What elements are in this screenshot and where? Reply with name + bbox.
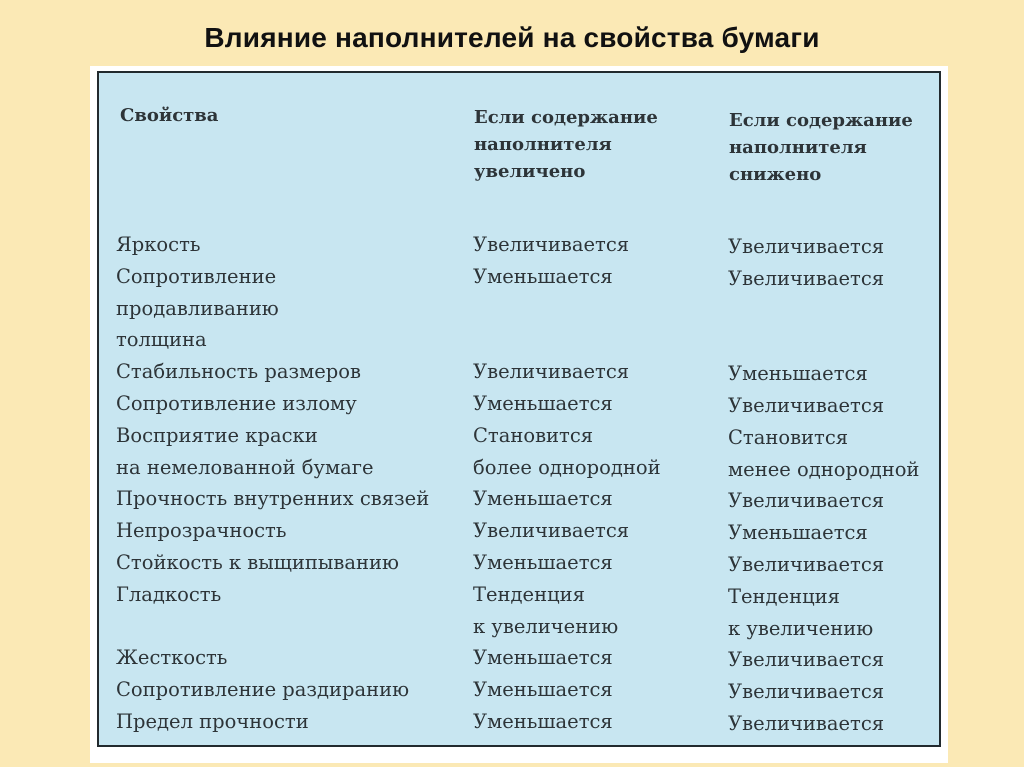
property-cell: Сопротивление излому [116,392,357,415]
property-cell: толщина [116,328,207,352]
decreased-effect-cell: Уменьшается [728,521,868,545]
header-filler-decreased: Если содержание наполнителя снижено [729,110,913,185]
increased-effect-cell: Увеличивается [473,233,630,256]
increased-effect-cell: Увеличивается [473,360,630,384]
decreased-effect-cell: Тенденция [728,584,840,608]
decreased-effect-cell: Увеличивается [728,553,885,576]
increased-effect-cell: Уменьшается [473,551,613,574]
increased-effect-cell: к увеличению [473,614,619,638]
increased-effect-cell: Уменьшается [473,392,613,415]
property-cell: Предел прочности [116,710,309,733]
property-cell: Стойкость к выщипыванию [116,551,399,574]
property-cell: Жесткость [116,646,228,670]
decreased-effect-cell: Увеличивается [728,489,885,513]
increased-effect-cell: Уменьшается [473,487,613,511]
property-cell: Яркость [116,233,201,256]
header-filler-increased: Если содержание наполнителя увеличено [474,107,658,182]
property-cell: Сопротивление раздиранию [116,678,410,702]
increased-effect-cell: Уменьшается [473,710,613,733]
decreased-effect-cell: Увеличивается [728,680,885,704]
decreased-effect-cell: Становится [728,425,849,449]
property-cell: Непрозрачность [116,519,287,543]
property-cell: Гладкость [116,582,222,606]
increased-effect-cell: Уменьшается [473,264,613,288]
decreased-effect-cell: Увеличивается [728,266,885,290]
property-cell: продавливанию [116,296,279,320]
slide-title: Влияние наполнителей на свойства бумаги [204,22,820,53]
decreased-effect-cell: Увеличивается [728,712,885,735]
increased-effect-cell: Уменьшается [473,678,613,702]
decreased-effect-cell: Увеличивается [728,394,885,417]
increased-effect-cell: Увеличивается [473,519,630,543]
decreased-effect-cell: Уменьшается [728,362,868,386]
increased-effect-cell: Становится [473,423,594,447]
property-cell: Сопротивление [116,264,277,288]
property-cell: на немелованной бумаге [116,455,374,479]
decreased-effect-cell: к увеличению [728,616,874,640]
decreased-effect-cell: Увеличивается [728,648,885,672]
header-properties: Свойства [120,105,219,126]
increased-effect-cell: Уменьшается [473,646,613,670]
property-cell: Прочность внутренних связей [116,487,430,511]
decreased-effect-cell: Увеличивается [728,235,885,258]
decreased-effect-cell: менее однородной [728,457,920,481]
increased-effect-cell: более однородной [473,455,661,479]
property-cell: Восприятие краски [116,423,318,447]
increased-effect-cell: Тенденция [473,582,585,606]
property-cell: Стабильность размеров [116,360,361,384]
